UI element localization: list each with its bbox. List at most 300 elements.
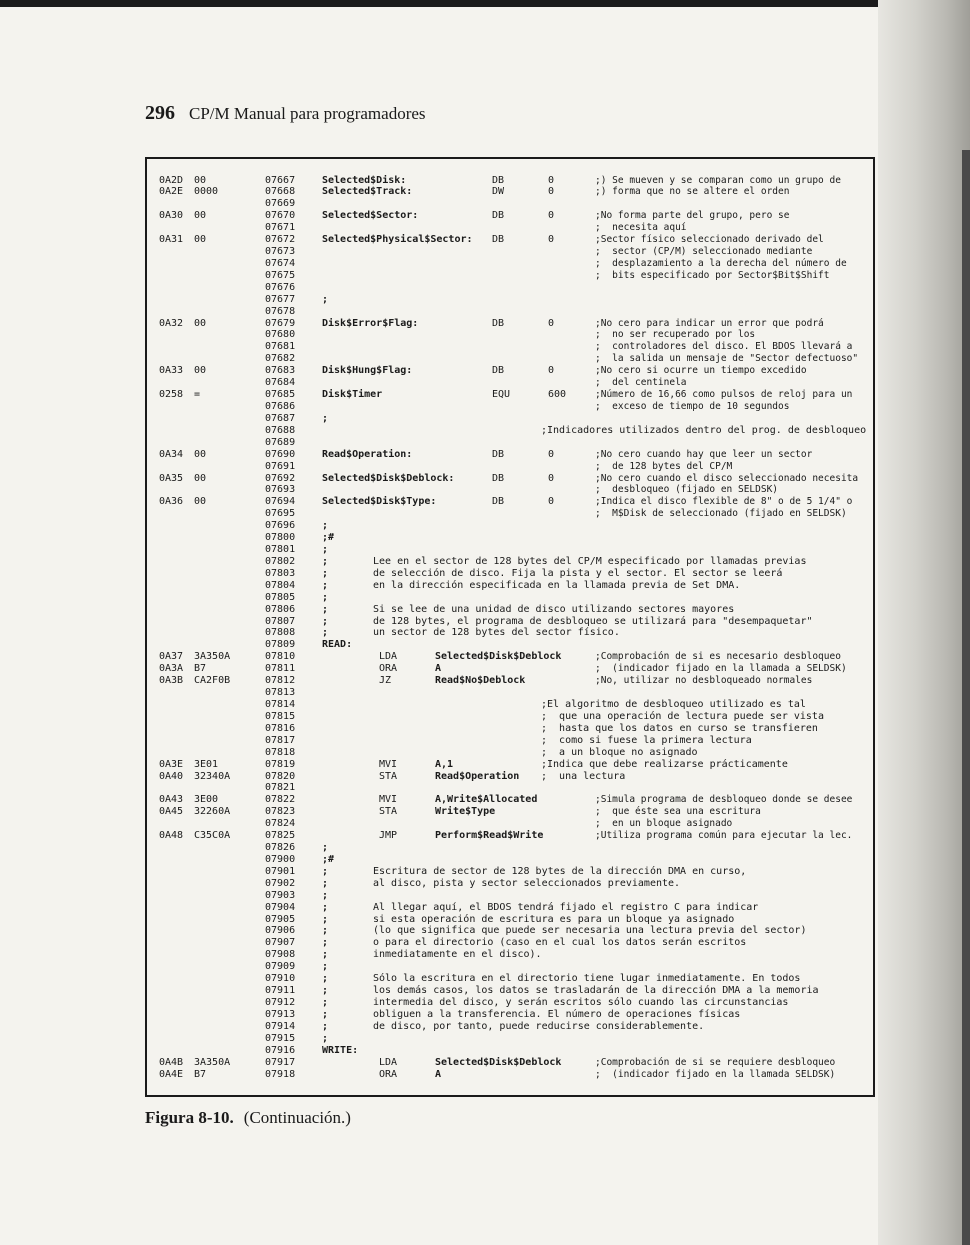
listing-comment: ; exceso de tiempo de 10 segundos (595, 400, 790, 412)
listing-row (0, 568, 970, 580)
listing-op: DW (492, 186, 505, 198)
listing-row (0, 699, 970, 711)
listing-label: ; (322, 591, 329, 603)
listing-label: ; (322, 412, 329, 424)
listing-line: 07900 (265, 853, 296, 865)
listing-label: ; (322, 865, 329, 877)
listing-label: Read$Operation: (322, 448, 413, 460)
figure-caption-text: (Continuación.) (243, 1108, 351, 1127)
listing-text: de 128 bytes, el programa de desbloqueo se utilizará para "desempaquetar" (373, 615, 813, 627)
listing-operand: Read$Operation (435, 770, 520, 782)
listing-comment: ; desplazamiento a la derecha del número de (595, 257, 847, 269)
listing-scomment: ; a un bloque no asignado (541, 746, 698, 758)
listing-code: 3A350A (194, 1056, 231, 1068)
listing-row (0, 830, 970, 842)
listing-row (0, 258, 970, 270)
listing-line: 07813 (265, 687, 296, 699)
listing-label: Selected$Physical$Sector: (322, 234, 473, 246)
listing-line: 07688 (265, 424, 296, 436)
listing-row (0, 711, 970, 723)
listing-code: B7 (194, 663, 207, 675)
listing-text: Sólo la escritura en el directorio tiene lugar inmediatamente. En todos (373, 973, 801, 985)
listing-comment: ; que éste sea una escritura (595, 806, 761, 818)
listing-text: Escritura de sector de 128 bytes de la dirección DMA en curso, (373, 865, 747, 877)
listing-code: 3A350A (194, 651, 231, 663)
listing-text: Al llegar aquí, el BDOS tendrá fijado el registro C para indicar (373, 901, 759, 913)
listing-comment: ;Sector físico seleccionado derivado del (595, 234, 824, 246)
listing-code: 3E00 (194, 794, 219, 806)
listing-addr: 0A2D (159, 174, 184, 186)
listing-line: 07822 (265, 794, 296, 806)
listing-row (0, 890, 970, 902)
listing-addr: 0A33 (159, 365, 184, 377)
listing-row (0, 842, 970, 854)
listing-line: 07689 (265, 436, 296, 448)
listing-line: 07915 (265, 1032, 296, 1044)
listing-text: intermedia del disco, y serán escritos sólo cuando las circunstancias (373, 996, 789, 1008)
listing-line: 07668 (265, 186, 296, 198)
listing-line: 07687 (265, 412, 296, 424)
listing-row (0, 329, 970, 341)
listing-instr: STA (379, 770, 398, 782)
listing-line: 07683 (265, 365, 296, 377)
listing-line: 07905 (265, 913, 296, 925)
listing-row (0, 1021, 970, 1033)
listing-row (0, 723, 970, 735)
listing-row (0, 949, 970, 961)
listing-line: 07673 (265, 246, 296, 258)
listing-line: 07801 (265, 544, 296, 556)
listing-comment: ;No cero para indicar un error que podrá (595, 317, 824, 329)
listing-row (0, 365, 970, 377)
listing-row (0, 997, 970, 1009)
listing-line: 07804 (265, 579, 296, 591)
listing-label: ; (322, 961, 329, 973)
listing-val: 0 (548, 210, 555, 222)
listing-text: en la dirección especificada en la llamada previa de Set DMA. (373, 579, 741, 591)
listing-row (0, 234, 970, 246)
listing-text: de selección de disco. Fija la pista y el sector. El sector se leerá (373, 567, 783, 579)
listing-row (0, 639, 970, 651)
listing-row (0, 604, 970, 616)
listing-addr: 0A40 (159, 770, 184, 782)
listing-text: un sector de 128 bytes del sector físico. (373, 627, 620, 639)
listing-label: ; (322, 973, 329, 985)
listing-operand: A (435, 1068, 442, 1080)
listing-text: obliguen a la transferencia. El número de operaciones físicas (373, 1008, 741, 1020)
listing-addr: 0A48 (159, 830, 184, 842)
listing-addr: 0A32 (159, 317, 184, 329)
listing-code: 00 (194, 365, 207, 377)
listing-addr: 0A36 (159, 496, 184, 508)
listing-comment: ;No cero si ocurre un tiempo excedido (595, 365, 807, 377)
listing-code: 3E01 (194, 758, 219, 770)
listing-instr: ORA (379, 663, 398, 675)
listing-row (0, 937, 970, 949)
listing-text: Si se lee de una unidad de disco utilizando sectores mayores (373, 603, 735, 615)
listing-comment: ;) Se mueven y se comparan como un grupo de (595, 174, 841, 186)
listing-row (0, 389, 970, 401)
listing-row (0, 747, 970, 759)
listing-line: 07911 (265, 985, 296, 997)
listing-addr: 0A3A (159, 663, 184, 675)
figure-label: Figura 8-10. (145, 1108, 234, 1127)
listing-row (0, 210, 970, 222)
listing-operand: A,1 (435, 758, 454, 770)
listing-line: 07903 (265, 889, 296, 901)
listing-row (0, 461, 970, 473)
listing-row (0, 592, 970, 604)
listing-line: 07914 (265, 1020, 296, 1032)
listing-row (0, 1033, 970, 1045)
listing-row (0, 484, 970, 496)
listing-val: 0 (548, 365, 555, 377)
listing-op: DB (492, 317, 505, 329)
listing-operand: Write$Type (435, 806, 496, 818)
listing-row (0, 544, 970, 556)
listing-addr: 0A30 (159, 210, 184, 222)
listing-line: 07823 (265, 806, 296, 818)
listing-comment: ;Comprobación de si se requiere desbloqueo (595, 1056, 836, 1068)
listing-line: 07820 (265, 770, 296, 782)
listing-row (0, 294, 970, 306)
listing-comment: ; (indicador fijado en la llamada a SELDSK) (595, 663, 847, 675)
listing-row (0, 687, 970, 699)
listing-comment: ;Simula programa de desbloqueo donde se desee (595, 794, 853, 806)
listing-label: ; (322, 1020, 329, 1032)
listing-comment: ; en un bloque asignado (595, 818, 733, 830)
page-top-edge (0, 0, 970, 7)
listing-comment: ; necesita aquí (595, 222, 687, 234)
listing-code: 32340A (194, 770, 231, 782)
listing-comment: ; (indicador fijado en la llamada SELDSK) (595, 1068, 836, 1080)
listing-line: 07902 (265, 877, 296, 889)
listing-line: 07680 (265, 329, 296, 341)
listing-label: ; (322, 615, 329, 627)
figure-caption (145, 1108, 351, 1128)
listing-label: ; (322, 877, 329, 889)
listing-line: 07808 (265, 627, 296, 639)
listing-label: Selected$Track: (322, 186, 413, 198)
listing-label: ; (322, 293, 329, 305)
listing-line: 07671 (265, 222, 296, 234)
listing-instr: STA (379, 806, 398, 818)
listing-row (0, 914, 970, 926)
listing-label: ; (322, 1008, 329, 1020)
listing-label: ; (322, 996, 329, 1008)
listing-row (0, 616, 970, 628)
listing-row (0, 663, 970, 675)
listing-row (0, 413, 970, 425)
listing-comment: ;Comprobación de si es necesario desbloqueo (595, 651, 841, 663)
listing-row (0, 866, 970, 878)
listing-comment: ;Indica el disco flexible de 8" o de 5 1/4" o (595, 496, 853, 508)
listing-val: 0 (548, 234, 555, 246)
listing-operand: Perform$Read$Write (435, 830, 544, 842)
listing-op: DB (492, 448, 505, 460)
listing-addr: 0A35 (159, 472, 184, 484)
listing-label: ; (322, 579, 329, 591)
listing-operand: Selected$Disk$Deblock (435, 1056, 562, 1068)
listing-row (0, 198, 970, 210)
listing-addr: 0A3E (159, 758, 184, 770)
listing-line: 07677 (265, 293, 296, 305)
listing-comment: ; M$Disk de seleccionado (fijado en SELDSK) (595, 508, 847, 520)
listing-label: Selected$Disk$Type: (322, 496, 437, 508)
listing-label: Selected$Sector: (322, 210, 419, 222)
listing-addr: 0A2E (159, 186, 184, 198)
listing-comment: ; la salida un mensaje de "Sector defectuoso" (595, 353, 859, 365)
page-running-title: CP/M Manual para programadores (189, 104, 426, 123)
listing-row (0, 782, 970, 794)
listing-row (0, 1045, 970, 1057)
listing-line: 07812 (265, 675, 296, 687)
listing-row (0, 771, 970, 783)
listing-line: 07690 (265, 448, 296, 460)
listing-line: 07819 (265, 758, 296, 770)
listing-val: 0 (548, 317, 555, 329)
listing-label: ; (322, 555, 329, 567)
listing-row (0, 222, 970, 234)
listing-instr: MVI (379, 758, 398, 770)
listing-line: 07901 (265, 865, 296, 877)
listing-label: ; (322, 567, 329, 579)
listing-line: 07817 (265, 734, 296, 746)
listing-line: 07821 (265, 782, 296, 794)
listing-addr: 0A45 (159, 806, 184, 818)
listing-label: ; (322, 937, 329, 949)
listing-label: ; (322, 520, 329, 532)
listing-line: 07684 (265, 377, 296, 389)
listing-line: 07909 (265, 961, 296, 973)
listing-row (0, 675, 970, 687)
listing-addr: 0A43 (159, 794, 184, 806)
listing-line: 07907 (265, 937, 296, 949)
listing-label: Selected$Disk$Deblock: (322, 472, 455, 484)
listing-scomment: ; hasta que los datos en curso se transfieren (541, 722, 818, 734)
listing-comment: ;) forma que no se altere el orden (595, 186, 790, 198)
listing-scomment: ;Indicadores utilizados dentro del prog. de desbloqueo (541, 424, 867, 436)
listing-label: ; (322, 1032, 329, 1044)
listing-scomment: ; como si fuese la primera lectura (541, 734, 752, 746)
listing-line: 07681 (265, 341, 296, 353)
listing-row (0, 1069, 970, 1081)
listing-line: 07678 (265, 305, 296, 317)
listing-op: EQU (492, 389, 511, 401)
listing-addr: 0A3B (159, 675, 184, 687)
listing-row (0, 246, 970, 258)
listing-label: Disk$Timer (322, 389, 383, 401)
listing-instr: LDA (379, 651, 398, 663)
listing-val: 0 (548, 448, 555, 460)
listing-instr: JMP (379, 830, 398, 842)
listing-label: ; (322, 842, 329, 854)
listing-row (0, 1057, 970, 1069)
listing-line: 07669 (265, 198, 296, 210)
listing-line: 07910 (265, 973, 296, 985)
listing-row (0, 270, 970, 282)
listing-line: 07912 (265, 996, 296, 1008)
listing-label: ; (322, 949, 329, 961)
listing-line: 07696 (265, 520, 296, 532)
listing-line: 07815 (265, 710, 296, 722)
listing-line: 07676 (265, 281, 296, 293)
listing-row (0, 508, 970, 520)
listing-text: de disco, por tanto, puede reducirse considerablemente. (373, 1020, 705, 1032)
listing-row (0, 473, 970, 485)
listing-instr: MVI (379, 794, 398, 806)
listing-text: inmediatamente en el disco). (373, 949, 542, 961)
listing-line: 07824 (265, 818, 296, 830)
page-header (145, 102, 426, 125)
listing-text: al disco, pista y sector seleccionados previamente. (373, 877, 681, 889)
listing-op: DB (492, 365, 505, 377)
listing-line: 07917 (265, 1056, 296, 1068)
listing-comment: ; desbloqueo (fijado en SELDSK) (595, 484, 779, 496)
listing-comment: ;Número de 16,66 como pulsos de reloj para un (595, 389, 853, 401)
listing-text: los demás casos, los datos se trasladarán de la dirección DMA a la memoria (373, 985, 819, 997)
listing-row (0, 401, 970, 413)
listing-line: 07806 (265, 603, 296, 615)
listing-row (0, 437, 970, 449)
listing-line: 07807 (265, 615, 296, 627)
listing-line: 07692 (265, 472, 296, 484)
listing-line: 07667 (265, 174, 296, 186)
listing-label: Selected$Disk: (322, 174, 407, 186)
listing-row (0, 651, 970, 663)
listing-label: ; (322, 913, 329, 925)
listing-code: = (194, 389, 201, 401)
listing-row (0, 186, 970, 198)
listing-line: 07906 (265, 925, 296, 937)
listing-line: 07693 (265, 484, 296, 496)
listing-line: 07803 (265, 567, 296, 579)
listing-operand: A,Write$Allocated (435, 794, 538, 806)
listing-val: 0 (548, 186, 555, 198)
listing-val: 0 (548, 496, 555, 508)
listing-line: 07805 (265, 591, 296, 603)
listing-addr: 0A4B (159, 1056, 184, 1068)
listing-line: 07691 (265, 460, 296, 472)
listing-code: 00 (194, 472, 207, 484)
listing-label: WRITE: (322, 1044, 359, 1056)
listing-addr: 0258 (159, 389, 184, 401)
listing-code: 00 (194, 174, 207, 186)
listing-comment: ;No forma parte del grupo, pero se (595, 210, 790, 222)
listing-instr: ORA (379, 1068, 398, 1080)
listing-operand: Selected$Disk$Deblock (435, 651, 562, 663)
listing-line: 07811 (265, 663, 296, 675)
listing-row (0, 377, 970, 389)
listing-row (0, 353, 970, 365)
listing-code: 00 (194, 234, 207, 246)
listing-label: Disk$Hung$Flag: (322, 365, 413, 377)
listing-row (0, 878, 970, 890)
page-number: 296 (145, 102, 175, 124)
listing-row (0, 556, 970, 568)
listing-row (0, 925, 970, 937)
listing-label: ;# (322, 853, 335, 865)
listing-code: 0000 (194, 186, 219, 198)
listing-line: 07814 (265, 698, 296, 710)
listing-operand: Read$No$Deblock (435, 675, 526, 687)
listing-row (0, 818, 970, 830)
listing-row (0, 425, 970, 437)
listing-comment: ; del centinela (595, 377, 687, 389)
listing-line: 07694 (265, 496, 296, 508)
listing-label: ; (322, 901, 329, 913)
listing-line: 07908 (265, 949, 296, 961)
listing-line: 07685 (265, 389, 296, 401)
listing-line: 07802 (265, 555, 296, 567)
listing-comment: ;No, utilizar no desbloqueado normales (595, 675, 813, 687)
listing-line: 07904 (265, 901, 296, 913)
listing-scomment: ; que una operación de lectura puede ser vista (541, 710, 824, 722)
listing-row (0, 794, 970, 806)
listing-text: (lo que significa que puede ser necesaria una lectura previa del sector) (373, 925, 807, 937)
listing-line: 07679 (265, 317, 296, 329)
listing-comment: ;Utiliza programa común para ejecutar la lec. (595, 830, 853, 842)
listing-row (0, 854, 970, 866)
listing-line: 07918 (265, 1068, 296, 1080)
listing-code: B7 (194, 1068, 207, 1080)
listing-comment: ;No cero cuando hay que leer un sector (595, 448, 813, 460)
listing-comment: ; controladores del disco. El BDOS llevará a (595, 341, 853, 353)
listing-label: Disk$Error$Flag: (322, 317, 419, 329)
listing-row (0, 902, 970, 914)
listing-code: 32260A (194, 806, 231, 818)
listing-code: C35C0A (194, 830, 231, 842)
listing-row (0, 1009, 970, 1021)
listing-label: ;# (322, 532, 335, 544)
listing-row (0, 318, 970, 330)
listing-line: 07670 (265, 210, 296, 222)
listing-op: DB (492, 472, 505, 484)
listing-line: 07675 (265, 269, 296, 281)
listing-row (0, 282, 970, 294)
listing-label: ; (322, 603, 329, 615)
listing-val: 0 (548, 472, 555, 484)
listing-op: DB (492, 174, 505, 186)
listing-row (0, 580, 970, 592)
listing-line: 07809 (265, 639, 296, 651)
listing-line: 07674 (265, 257, 296, 269)
listing-addr: 0A34 (159, 448, 184, 460)
listing-code: 00 (194, 317, 207, 329)
listing-comment: ; de 128 bytes del CP/M (595, 460, 733, 472)
listing-code: 00 (194, 496, 207, 508)
listing-row (0, 973, 970, 985)
listing-line: 07800 (265, 532, 296, 544)
listing-row (0, 627, 970, 639)
listing-row (0, 496, 970, 508)
listing-addr: 0A37 (159, 651, 184, 663)
listing-instr: JZ (379, 675, 392, 687)
listing-label: ; (322, 627, 329, 639)
listing-line: 07686 (265, 400, 296, 412)
listing-addr: 0A4E (159, 1068, 184, 1080)
listing-val: 0 (548, 174, 555, 186)
listing-scomment: ;Indica que debe realizarse prácticamente (541, 758, 788, 770)
listing-addr: 0A31 (159, 234, 184, 246)
listing-op: DB (492, 496, 505, 508)
listing-row (0, 175, 970, 187)
listing-label: ; (322, 544, 329, 556)
listing-label: ; (322, 925, 329, 937)
listing-line: 07916 (265, 1044, 296, 1056)
listing-comment: ; sector (CP/M) seleccionado mediante (595, 246, 813, 258)
listing-comment: ; no ser recuperado por los (595, 329, 756, 341)
